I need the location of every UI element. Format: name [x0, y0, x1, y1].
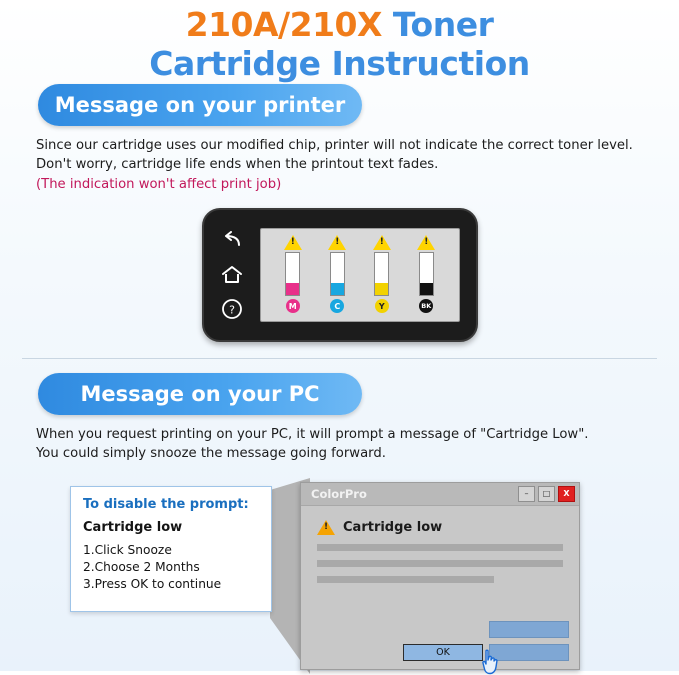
dialog-message: Cartridge low	[343, 519, 443, 535]
cartridge-label: BK	[419, 299, 433, 313]
toner-level-bar	[285, 252, 300, 296]
toner-level-bar	[419, 252, 434, 296]
printer-button-column	[204, 210, 260, 340]
placeholder-line	[317, 544, 563, 551]
pc-paragraph-line2: You could simply snooze the message going forward.	[36, 446, 386, 462]
callout-box	[70, 486, 272, 612]
svg-text:?: ?	[228, 303, 235, 317]
minimize-icon[interactable]: –	[518, 486, 535, 502]
warning-triangle-icon	[328, 235, 346, 250]
callout-step: 1.Click Snooze	[83, 542, 172, 557]
section-divider	[22, 358, 657, 359]
title-subtitle: Cartridge Instruction	[149, 43, 530, 83]
cartridge-gauge	[369, 235, 395, 313]
warning-triangle-icon	[284, 235, 302, 250]
toner-level-bar	[374, 252, 389, 296]
warning-triangle-icon	[417, 235, 435, 250]
dialog-title-text: ColorPro	[311, 486, 367, 501]
placeholder-line	[317, 576, 494, 583]
home-icon[interactable]	[219, 262, 245, 288]
printer-note: (The indication won't affect print job)	[36, 177, 282, 193]
callout-heading: To disable the prompt:	[83, 496, 249, 512]
printer-screen	[260, 228, 460, 322]
dialog-button-row-bottom	[311, 644, 569, 661]
pc-illustration	[0, 478, 679, 674]
maximize-icon[interactable]: □	[538, 486, 555, 502]
question-mark-icon[interactable]	[219, 296, 245, 322]
close-icon[interactable]: X	[558, 486, 575, 502]
cartridge-gauge	[324, 235, 350, 313]
dialog-button-row-top	[311, 621, 569, 638]
cartridge-gauge	[413, 235, 439, 313]
back-arrow-icon[interactable]	[219, 228, 245, 254]
warning-triangle-icon	[317, 520, 335, 535]
callout-subheading: Cartridge low	[83, 519, 183, 535]
dialog-message-row	[317, 520, 563, 535]
section-header-printer-label: Message on your printer	[54, 92, 346, 117]
toner-level-bar	[330, 252, 345, 296]
printer-paragraph: Since our cartridge uses our modified chip, printer will not indicate the correct toner level. Don't worry, cartridge life ends when the printout text fades.	[36, 137, 633, 173]
printer-illustration	[0, 208, 679, 342]
cancel-button[interactable]	[489, 644, 569, 661]
printer-body	[202, 208, 478, 342]
section-header-pc-label: Message on your PC	[80, 382, 320, 407]
pc-paragraph-line1: When you request printing on your PC, it will prompt a message of "Cartridge Low".	[36, 427, 589, 443]
warning-triangle-icon	[373, 235, 391, 250]
section-header-printer	[38, 84, 362, 126]
callout-step: 3.Press OK to continue	[83, 577, 222, 592]
cartridge-label: Y	[375, 299, 389, 313]
cartridge-gauge	[280, 235, 306, 313]
dialog-titlebar	[301, 483, 579, 506]
cartridge-label: C	[330, 299, 344, 313]
callout-step: 2.Choose 2 Months	[83, 559, 200, 574]
cartridge-label: M	[286, 299, 300, 313]
page-title	[0, 0, 679, 84]
printer-dialog-window	[300, 482, 580, 670]
placeholder-line	[317, 560, 563, 567]
title-toner: Toner	[381, 5, 494, 44]
title-model: 210A/210X	[185, 5, 382, 44]
section-header-pc	[38, 373, 362, 415]
dialog-body	[301, 506, 579, 583]
dialog-button-area	[311, 615, 569, 661]
secondary-button[interactable]	[489, 621, 569, 638]
ok-button[interactable]: OK	[403, 644, 483, 661]
